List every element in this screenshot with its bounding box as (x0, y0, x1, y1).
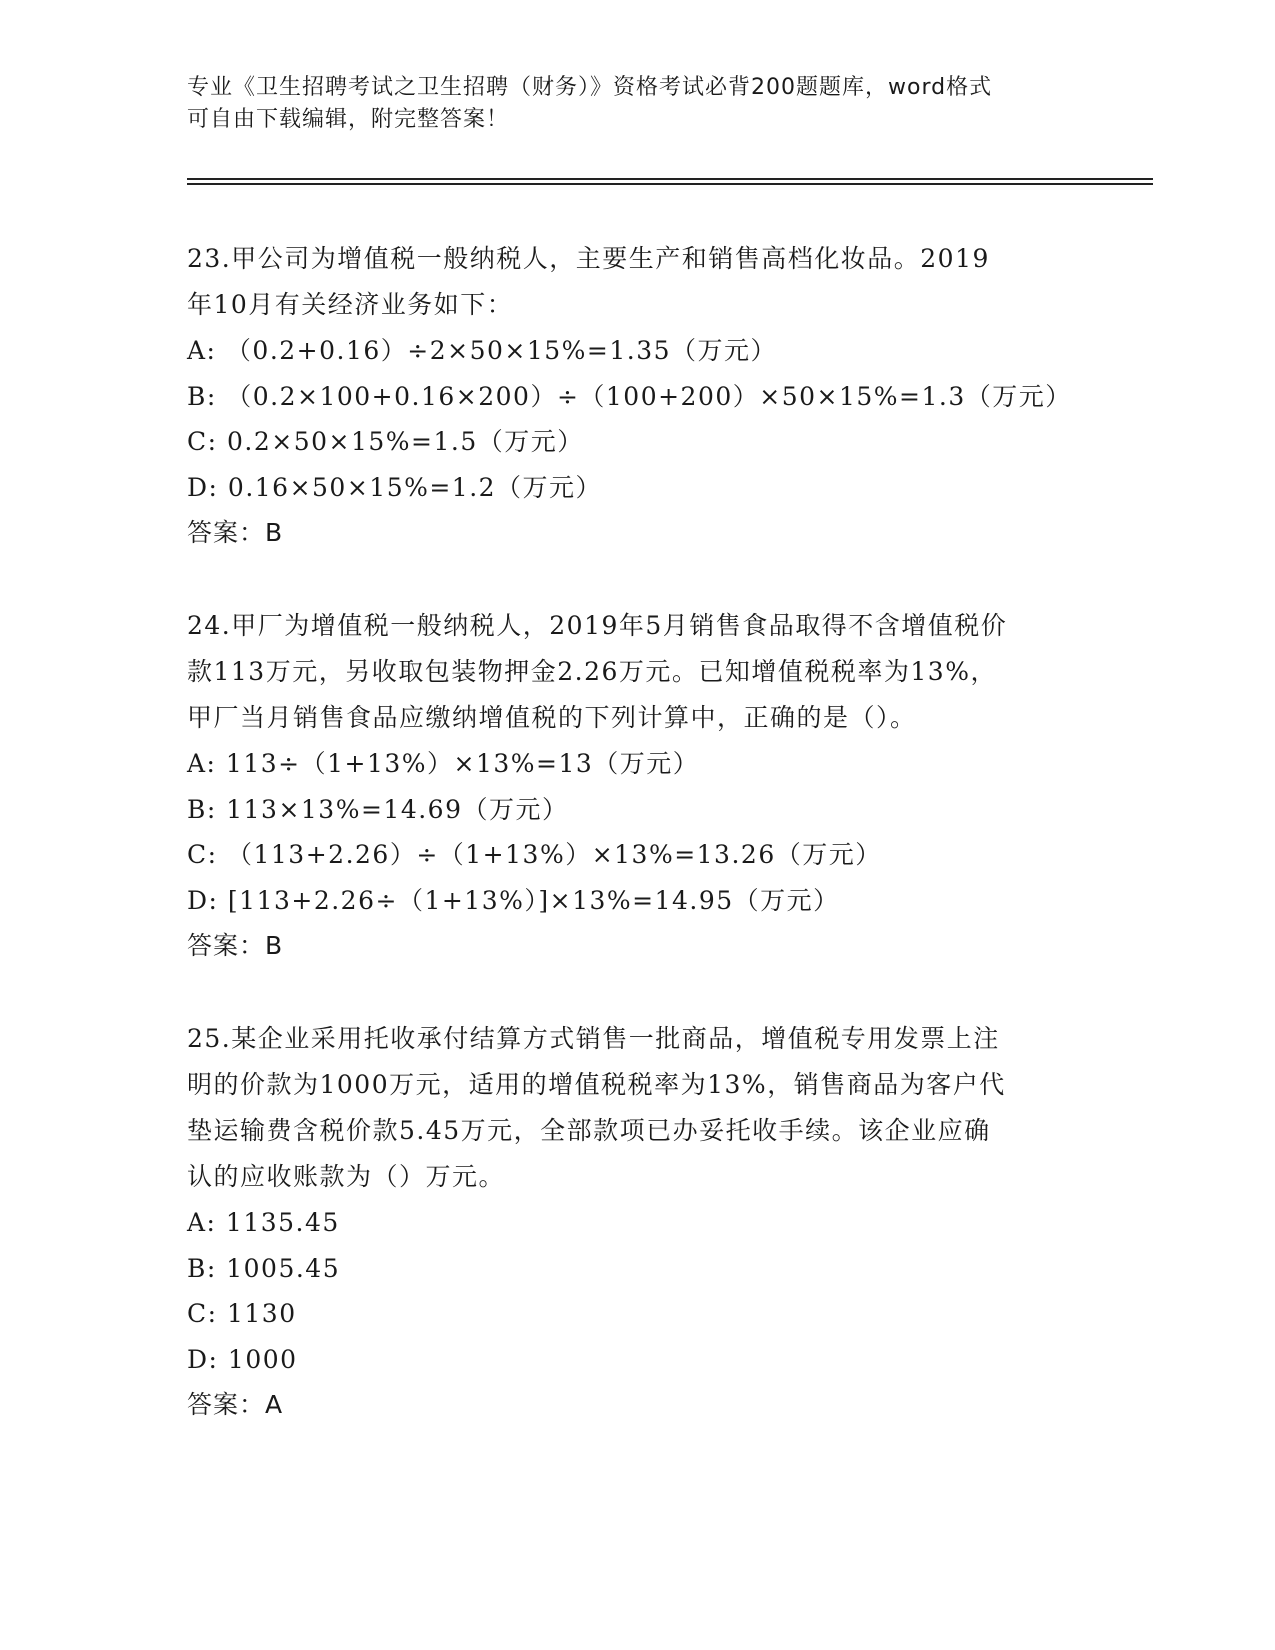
question-line: 认的应收账款为（）万元。 (187, 1162, 506, 1191)
answer: 答案：A (187, 1390, 284, 1419)
question-line: 24.甲厂为增值税一般纳税人，2019年5月销售食品取得不含增值税价 (187, 611, 1008, 640)
question-line: 23.甲公司为增值税一般纳税人，主要生产和销售高档化妆品。2019 (187, 244, 990, 273)
option-c: C: （113+2.26）÷（1+13%）×13%=13.26（万元） (187, 840, 882, 869)
option-b: B: 113×13%=14.69（万元） (187, 794, 569, 824)
question-line: 垫运输费含税价款5.45万元，全部款项已办妥托收手续。该企业应确 (187, 1116, 991, 1145)
option-c: C: 1130 (187, 1299, 297, 1328)
question-text (187, 1016, 1087, 1200)
header-line-2: 可自由下载编辑，附完整答案！ (187, 107, 510, 132)
question-line: 年10月有关经济业务如下： (187, 290, 514, 319)
question-line: 25.某企业采用托收承付结算方式销售一批商品，增值税专用发票上注 (187, 1024, 1000, 1053)
header-divider-top (187, 178, 1153, 180)
option-b: B: （0.2×100+0.16×200）÷（100+200）×50×15%=1.3（万元） (187, 381, 1072, 411)
option-d: D: 0.16×50×15%=1.2（万元） (187, 472, 603, 502)
option-c: C: 0.2×50×15%=1.5（万元） (187, 427, 584, 456)
question-line: 甲厂当月销售食品应缴纳增值税的下列计算中，正确的是（）。 (187, 703, 917, 732)
header-divider-bottom (187, 183, 1153, 185)
question-text (187, 603, 1087, 741)
header-line-1: 专业《卫生招聘考试之卫生招聘（财务）》资格考试必背200题题库，word格式 (187, 75, 993, 100)
document-header (187, 72, 1067, 136)
question-list (187, 236, 1087, 1475)
question-25 (187, 1016, 1087, 1428)
question-23 (187, 236, 1087, 556)
question-line: 明的价款为1000万元，适用的增值税税率为13%，销售商品为客户代 (187, 1070, 1006, 1099)
option-d: D: 1000 (187, 1344, 298, 1374)
option-d: D: [113+2.26÷（1+13%）]×13%=14.95（万元） (187, 885, 840, 915)
question-text (187, 236, 1087, 328)
question-24 (187, 603, 1087, 969)
option-a: A: （0.2+0.16）÷2×50×15%=1.35（万元） (187, 336, 778, 365)
answer: 答案：B (187, 931, 284, 960)
question-line: 款113万元，另收取包装物押金2.26万元。已知增值税税率为13%， (187, 657, 997, 686)
option-b: B: 1005.45 (187, 1253, 341, 1283)
option-a: A: 1135.45 (187, 1208, 340, 1237)
option-a: A: 113÷（1+13%）×13%=13（万元） (187, 749, 700, 778)
answer: 答案：B (187, 518, 284, 547)
